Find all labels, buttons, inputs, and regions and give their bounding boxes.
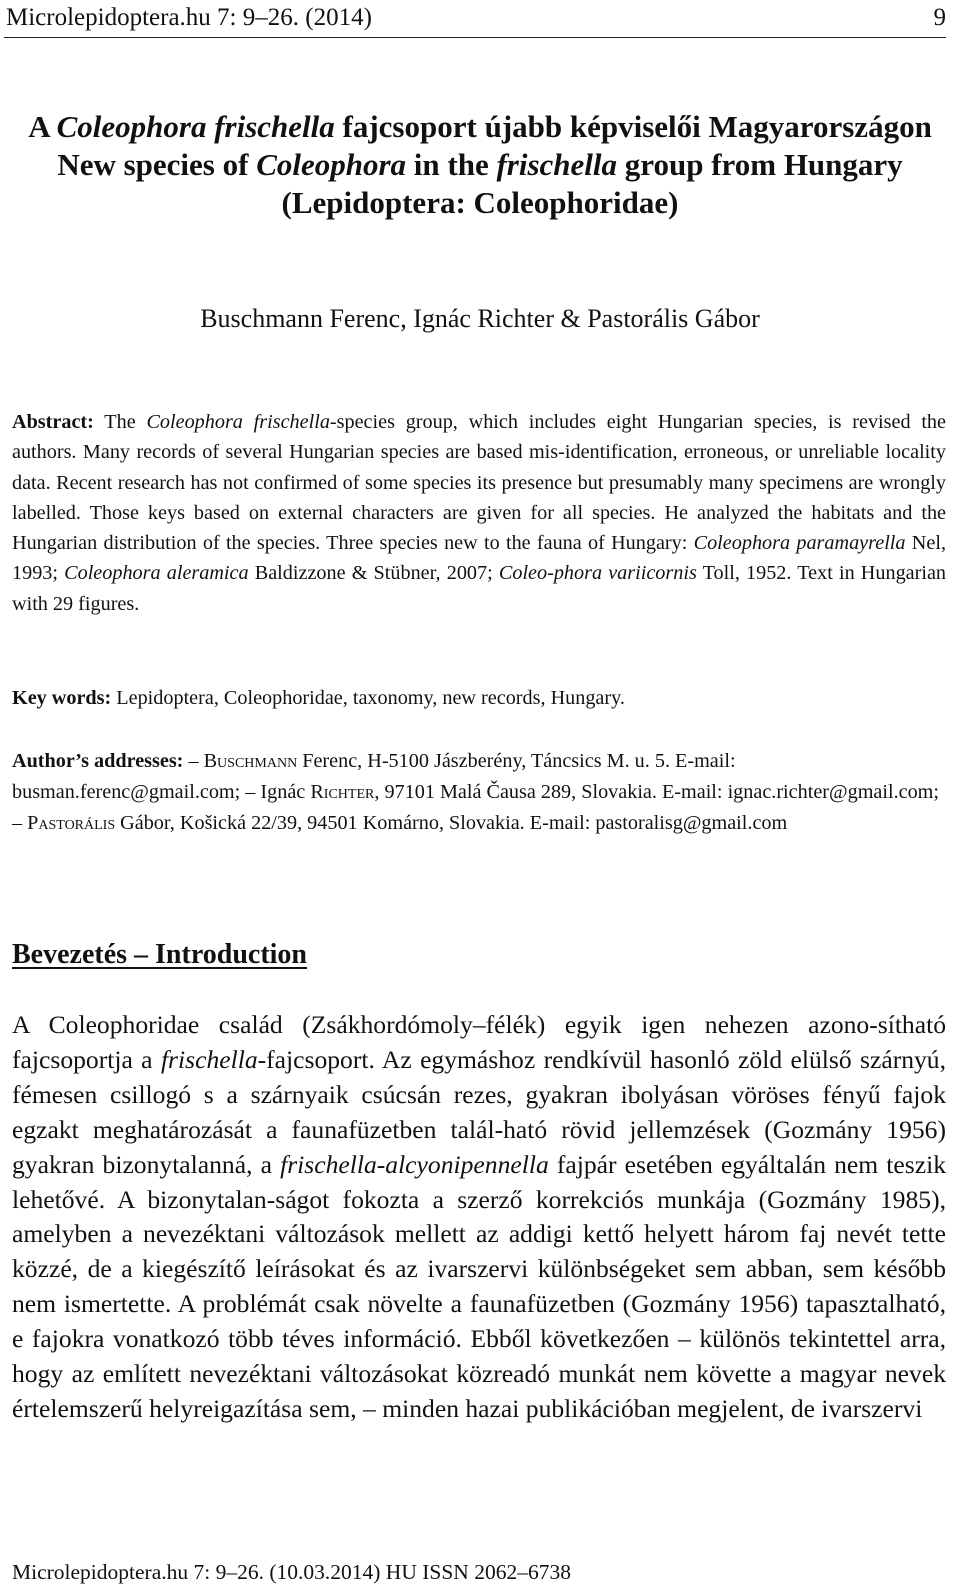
title-hu-part: fajcsoport újabb képviselői Magyarországon (334, 109, 932, 144)
page-number: 9 (933, 4, 946, 31)
abstract-text: The (93, 411, 147, 433)
author-surname: Pastorális (27, 812, 116, 834)
abstract-text: Toll, 1952. Text in Hungarian with 29 figures. (12, 562, 947, 615)
abstract-taxon: Coleo-phora variicornis (498, 562, 697, 585)
author-addresses (12, 746, 946, 839)
keywords-text: Lepidoptera, Coleophoridae, taxonomy, new records, Hungary. (111, 687, 625, 709)
title-en-part: in the (406, 147, 497, 182)
title-en-taxon: Coleophora (256, 147, 407, 182)
title-hungarian (12, 108, 948, 146)
intro-taxon: frischella (160, 1044, 258, 1074)
author-surname: Buschmann (203, 750, 298, 772)
title-english (12, 146, 948, 222)
abstract-taxon: Coleophora aleramica (64, 562, 249, 585)
abstract-label: Abstract: (12, 411, 94, 433)
introduction-paragraph (12, 1008, 946, 1427)
intro-taxon: frischella-alcyonipennella (280, 1149, 549, 1179)
author-list: Buschmann Ferenc, Ignác Richter & Pastorális Gábor (200, 304, 760, 333)
header-rule (4, 37, 946, 38)
addresses-label: Author’s addresses: (12, 750, 184, 772)
intro-text: A Coleophoridae család (Zsákhordómoly–félék) egyik igen nehezen azono-sítható fajcsoportja a (12, 1010, 946, 1074)
address-text: – (183, 750, 204, 772)
address-text: Ferenc, H-5100 Jászberény, Táncsics M. u. 5. E-mail: busman.ferenc@gmail.com; – Ignác (12, 750, 736, 803)
title-hu-taxon: Coleophora frischella (56, 109, 335, 144)
address-text: Gábor, Košická 22/39, 94501 Komárno, Slovakia. E-mail: pastoralisg@gmail.com (115, 812, 788, 834)
abstract (12, 407, 946, 619)
intro-text: fajpár esetében egyáltalán nem teszik lehetővé. A bizonytalan-ságot fokozta a szerző korrekciós munkája (Gozmány 1985), amelyben a nevezéktani változások mellett az addigi kettő helyett három faj nevét tette közzé, de a kiegészítő leírásokat és az ivarszervi különbségeket sem abban, sem később nem ismertette. A problémát csak növelte a faunafüzetben (Gozmány 1956) tapasztalható, e fajokra vonatkozó több téves információ. Ebből következően – különös tekintettel arra, hogy az említett nevezéktani változásokat közreadó munkát nem követte a magyar nevek értelemszerű helyreigazítása sem, – minden hazai publikációban megjelent, de ivarszervi (12, 1149, 946, 1423)
article-title (12, 108, 948, 222)
author-surname: Richter (310, 781, 375, 803)
title-en-taxon: frischella (496, 147, 618, 182)
journal-citation: Microlepidoptera.hu 7: 9–26. (2014) (6, 4, 372, 31)
abstract-text: -species group, which includes eight Hungarian species, is revised the authors. Many records of several Hungarian species are based mis-identification, erroneous, or unreliable locality data. Recent research has not confirmed of some species its presence but presumably many specimens are wrongly labelled. Those keys based on external characters are given for all species. He analyzed the habitats and the Hungarian distribution of the species. Three species new to the fauna of Hungary: (12, 411, 946, 555)
title-en-part: group from Hungary (Lepidoptera: Coleophoridae) (281, 147, 903, 220)
keywords-label: Key words: (12, 687, 112, 709)
keywords (12, 683, 946, 713)
abstract-text: Nel, 1993; (12, 532, 946, 585)
running-head (6, 0, 946, 38)
abstract-taxon: Coleophora frischella (146, 411, 330, 433)
intro-text: -fajcsoport. Az egymáshoz rendkívül hasonló zöld elülső szárnyú, fémesen csillogó s a szárnyaik csúcsán rezes, gyakran ibolyásan vöröses fényű fajok egzakt meghatározását a faunafüzetben talál-ható rövid jellemzések (Gozmány 1956) gyakran bizonytalanná, a (12, 1044, 947, 1179)
page-footer: Microlepidoptera.hu 7: 9–26. (10.03.2014) HU ISSN 2062–6738 (12, 1560, 571, 1584)
title-hu-part: A (28, 109, 57, 144)
title-en-part: New species of (57, 147, 257, 182)
abstract-taxon: Coleophora paramayrella (693, 532, 906, 555)
address-text: , 97101 Malá Čausa 289, Slovakia. E-mail: ignac.richter@gmail.com; – (12, 781, 939, 834)
section-heading: Bevezetés – Introduction (12, 939, 307, 970)
abstract-text: Baldizzone & Stübner, 2007; (248, 562, 499, 585)
